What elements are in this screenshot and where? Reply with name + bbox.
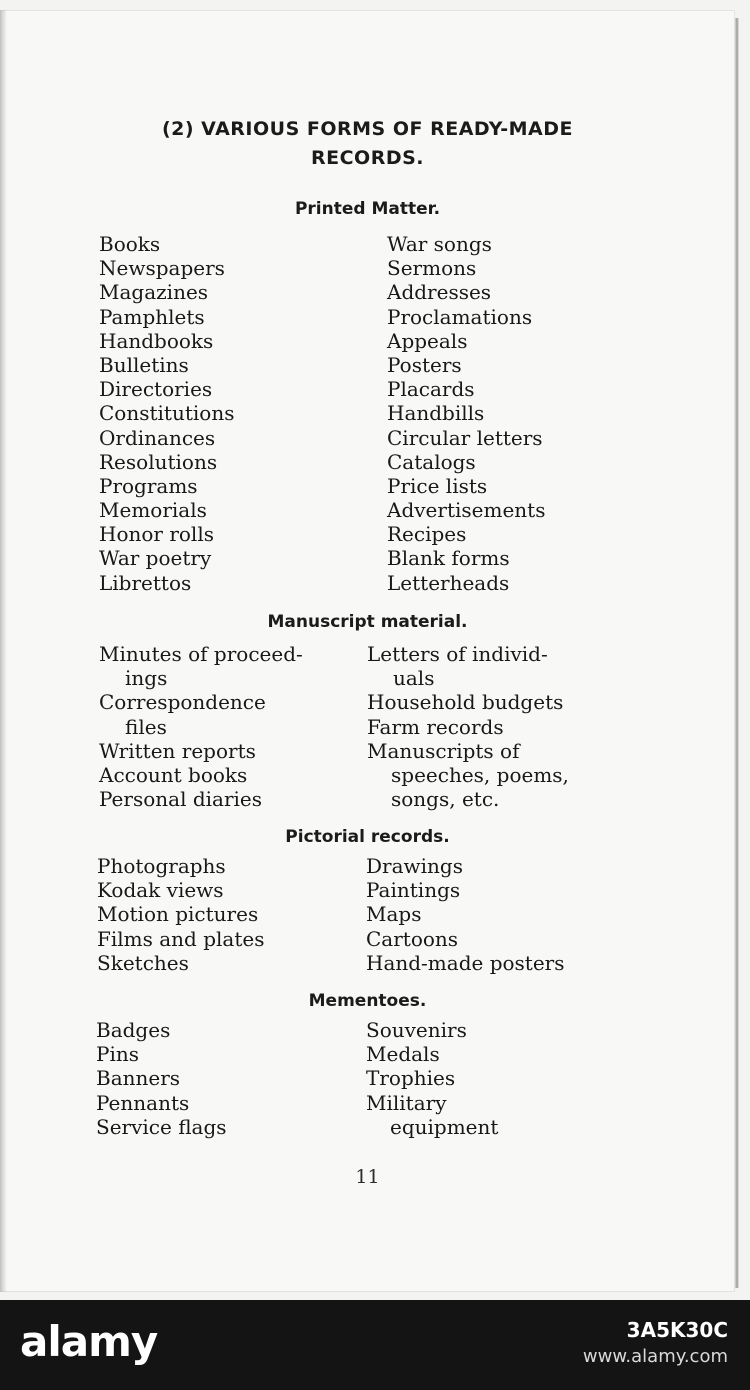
manuscript-left-column (99, 642, 303, 811)
page-number: 11 (355, 1166, 380, 1188)
printed-matter-right-column (387, 232, 545, 595)
list-item: War songs (387, 232, 492, 256)
list-item: Trophies (366, 1066, 456, 1091)
list-item-continuation: equipment (390, 1114, 499, 1139)
list-item: Magazines (99, 280, 209, 305)
list-item: Personal diaries (99, 787, 262, 812)
list-item: Cartoons (366, 926, 459, 951)
list-item: Farm records (367, 714, 504, 739)
title-line-1: (2) VARIOUS FORMS OF READY-MADE (161, 118, 574, 140)
image-id: 3A5K30C (626, 1318, 728, 1342)
list-item: Photographs (97, 854, 226, 878)
list-item: Banners (96, 1066, 181, 1091)
list-item-continuation: songs, etc. (391, 787, 500, 812)
list-item: Price lists (387, 473, 488, 498)
list-item: Souvenirs (366, 1018, 467, 1042)
list-item: Advertisements (387, 498, 546, 523)
list-item: Badges (96, 1018, 171, 1042)
list-item: Films and plates (97, 926, 265, 951)
pictorial-left-column (97, 854, 264, 975)
list-item: Service flags (96, 1114, 227, 1139)
list-item: Paintings (366, 878, 461, 903)
title-line-2: RECORDS. (310, 147, 424, 169)
list-item: War poetry (99, 546, 212, 571)
list-item: Letters of individ- (367, 642, 548, 666)
list-item: Appeals (387, 328, 468, 353)
list-item: Constitutions (99, 401, 235, 426)
list-item: Manuscripts of (367, 738, 520, 763)
list-item-continuation: files (125, 714, 167, 739)
list-item: Motion pictures (97, 902, 259, 927)
list-item: Books (99, 232, 161, 256)
list-item: Sermons (387, 256, 477, 281)
list-item: Household budgets (367, 690, 564, 715)
list-item: Honor rolls (99, 522, 214, 547)
list-item: Hand-made posters (366, 950, 565, 975)
list-item-continuation: ings (125, 666, 168, 691)
list-item: Addresses (387, 280, 492, 305)
list-item: Medals (366, 1042, 440, 1067)
list-item: Memorials (99, 498, 207, 523)
stock-watermark-bar (0, 1300, 750, 1390)
list-item-continuation: speeches, poems, (391, 762, 569, 787)
list-item: Librettos (99, 570, 192, 595)
list-item: Written reports (99, 738, 256, 763)
list-item: Resolutions (99, 449, 218, 474)
watermark-site: www.alamy.com (582, 1346, 728, 1367)
mementoes-heading: Mementoes. (308, 991, 427, 1011)
printed-matter-left-column (99, 232, 234, 595)
list-item: Recipes (387, 522, 467, 547)
list-item: Blank forms (387, 546, 510, 571)
list-item: Programs (99, 473, 198, 498)
printed-matter-heading: Printed Matter. (294, 199, 441, 219)
list-item: Letterheads (387, 570, 510, 595)
list-item: Newspapers (99, 256, 225, 281)
list-item: Bulletins (99, 352, 189, 377)
mementoes-left-column (96, 1018, 227, 1139)
list-item: Catalogs (387, 449, 476, 474)
manuscript-right-column (367, 642, 569, 811)
list-item: Directories (99, 377, 213, 402)
list-item: Pins (96, 1042, 139, 1067)
manuscript-material-heading: Manuscript material. (267, 612, 468, 632)
list-item: Account books (99, 762, 248, 787)
list-item: Pamphlets (99, 304, 205, 329)
page-title (0, 115, 735, 173)
list-item: Correspondence (99, 690, 266, 715)
list-item: Placards (387, 377, 475, 402)
pictorial-right-column (366, 854, 565, 975)
list-item: Kodak views (97, 878, 224, 903)
list-item: Handbooks (99, 328, 214, 353)
list-item: Sketches (97, 950, 189, 975)
list-item: Pennants (96, 1090, 190, 1115)
mementoes-right-column (366, 1018, 498, 1139)
list-item: Maps (366, 902, 422, 927)
pictorial-records-heading: Pictorial records. (285, 827, 450, 847)
list-item: Posters (387, 352, 462, 377)
list-item: Proclamations (387, 304, 533, 329)
alamy-logo: alamy (20, 1317, 158, 1366)
list-item: Handbills (387, 401, 485, 426)
list-item: Ordinances (99, 425, 216, 450)
list-item-continuation: uals (393, 666, 435, 691)
list-item: Minutes of proceed- (99, 642, 303, 666)
list-item: Circular letters (387, 425, 543, 450)
page-edge (735, 18, 739, 1288)
list-item: Military (366, 1090, 447, 1115)
list-item: Drawings (366, 854, 463, 878)
